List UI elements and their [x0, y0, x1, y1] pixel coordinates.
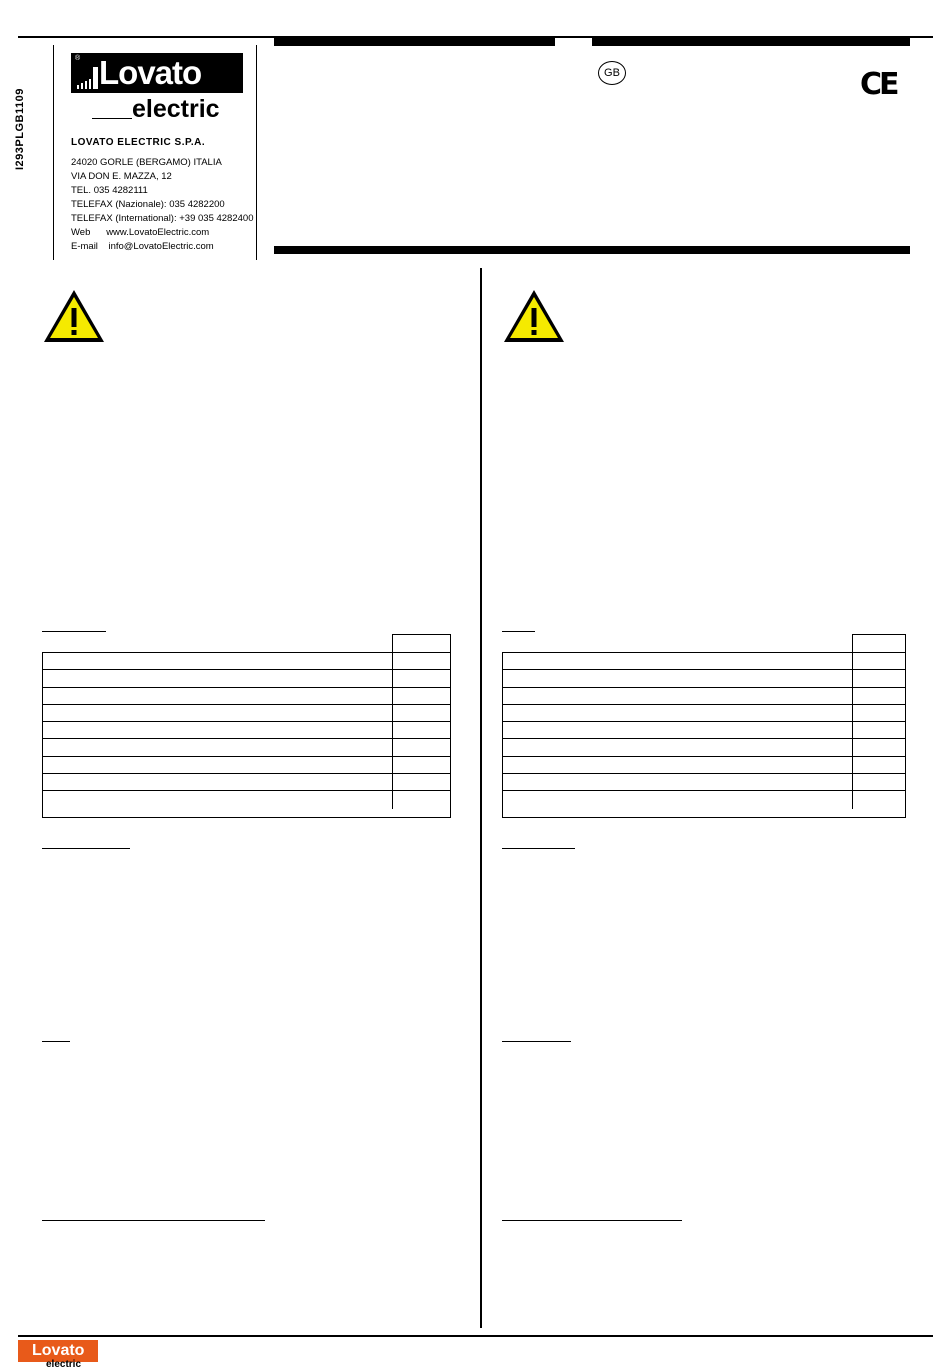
table-row [43, 653, 450, 670]
section-heading-underline [502, 1041, 571, 1042]
ce-mark-icon: CE [860, 67, 897, 102]
table-row [503, 722, 905, 739]
table-body [502, 652, 906, 818]
table-row [43, 757, 450, 774]
contents-table [502, 634, 906, 818]
footer-logo-subtitle: electric [46, 1359, 82, 1370]
table-header-cell [392, 634, 451, 653]
contents-table [42, 634, 451, 818]
logo-wordmark: Lovato [99, 54, 202, 91]
fax-national-line: TELEFAX (Nazionale): 035 4282200 [71, 199, 225, 210]
address-line: 24020 GORLE (BERGAMO) ITALIA [71, 157, 222, 168]
table-row [43, 688, 450, 705]
warning-icon [502, 288, 566, 344]
table-row [43, 670, 450, 687]
table-row [503, 774, 905, 791]
warning-icon [42, 288, 106, 344]
section-heading-underline [42, 1220, 265, 1221]
footer-rule [18, 1335, 933, 1337]
lovato-logo [71, 53, 243, 93]
title-bar-bottom [274, 246, 910, 254]
address-line: VIA DON E. MAZZA, 12 [71, 171, 172, 182]
title-bar-left [274, 38, 555, 46]
section-heading-underline [42, 848, 130, 849]
fax-international-line: TELEFAX (International): +39 035 4282400 [71, 213, 254, 224]
footer-logo: Lovato [18, 1340, 98, 1362]
section-heading-underline [42, 1041, 70, 1042]
registered-mark-icon: ® [75, 55, 81, 62]
company-name: LOVATO ELECTRIC S.P.A. [71, 137, 206, 148]
logo-underline [92, 118, 132, 119]
table-row [503, 688, 905, 705]
table-row [43, 791, 450, 808]
table-body [42, 652, 451, 818]
table-row [43, 705, 450, 722]
column-divider [480, 268, 482, 1328]
table-row [503, 670, 905, 687]
section-heading-underline [42, 631, 106, 632]
table-header-cell [852, 634, 906, 653]
web-line: Web www.LovatoElectric.com [71, 227, 210, 238]
email-line: E-mail info@LovatoElectric.com [71, 241, 214, 252]
section-heading-underline [502, 1220, 682, 1221]
table-row [503, 791, 905, 808]
table-row [503, 739, 905, 756]
table-row [503, 757, 905, 774]
company-info-box [53, 45, 257, 260]
phone-line: TEL. 035 4282111 [71, 185, 148, 196]
logo-subtitle: electric [132, 95, 220, 123]
title-bar-right [592, 38, 910, 46]
section-heading-underline [502, 631, 535, 632]
table-row [43, 739, 450, 756]
table-row [503, 705, 905, 722]
table-row [43, 774, 450, 791]
language-badge: GB [598, 61, 626, 85]
document-code: I293PLGB1109 [14, 88, 26, 170]
logo-bars-icon [77, 67, 99, 89]
table-row [503, 653, 905, 670]
table-row [43, 722, 450, 739]
section-heading-underline [502, 848, 575, 849]
